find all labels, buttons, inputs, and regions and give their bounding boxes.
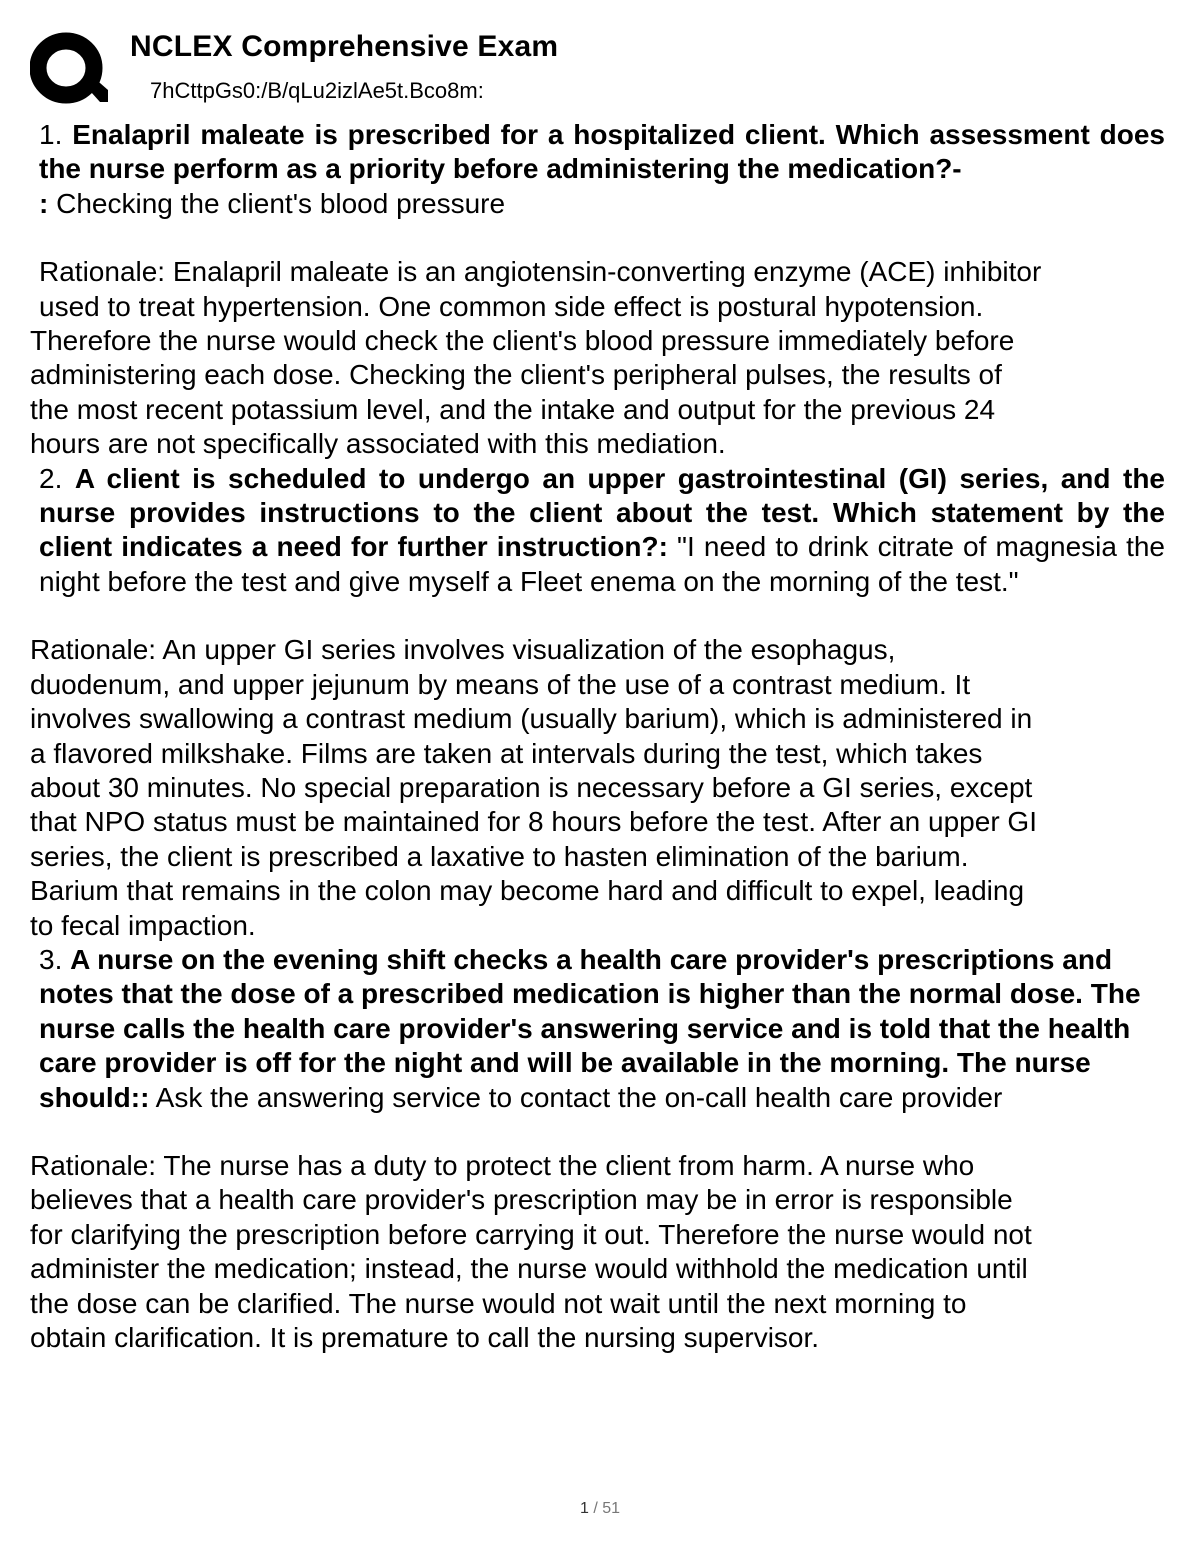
rationale-2 [30, 633, 1165, 943]
rationale-line: Rationale: The nurse has a duty to protect the client from harm. A nurse who [30, 1149, 975, 1181]
rationale-line: Therefore the nurse would check the client's blood pressure immediately before [30, 325, 1015, 357]
rationale-3 [30, 1149, 1165, 1355]
rationale-line: Barium that remains in the colon may become hard and difficult to expel, leading [30, 875, 1025, 907]
answer-text: Ask the answering service to contact the on-call health care provider [155, 1081, 1003, 1113]
answer-text: Checking the client's blood pressure [56, 187, 506, 219]
question-number: 1. [39, 119, 63, 150]
question-number: 3. [39, 943, 63, 975]
rationale-line: that NPO status must be maintained for 8 hours before the test. After an upper GI [30, 806, 1037, 838]
page-current: 1 [579, 1500, 589, 1517]
rationale-line: Rationale: Enalapril maleate is an angiotensin-converting enzyme (ACE) inhibitor [39, 256, 1042, 288]
rationale-line: for clarifying the prescription before carrying it out. Therefore the nurse would not [30, 1218, 1032, 1250]
rationale-line: to fecal impaction. [30, 909, 256, 941]
page-separator: / [593, 1500, 598, 1517]
rationale-line: administering each dose. Checking the client's peripheral pulses, the results of [30, 359, 1002, 391]
rationale-line: hours are not specifically associated with this mediation. [30, 428, 726, 460]
document-title: NCLEX Comprehensive Exam [130, 30, 559, 63]
rationale-line: involves swallowing a contrast medium (usually barium), which is administered in [30, 703, 1033, 735]
question-text: Enalapril maleate is prescribed for a hospitalized client. Which assessment does the nurse perform as a priority before administering the medication?- [39, 119, 1166, 185]
rationale-line: used to treat hypertension. One common side effect is postural hypotension. [39, 290, 984, 322]
question-2 [39, 462, 1165, 600]
rationale-line: obtain clarification. It is premature to call the nursing supervisor. [30, 1322, 820, 1353]
rationale-line: Rationale: An upper GI series involves visualization of the esophagus, [30, 634, 896, 666]
rationale-1 [30, 255, 1165, 461]
rationale-line: about 30 minutes. No special preparation is necessary before a GI series, except [30, 771, 1033, 803]
question-text: A client is scheduled to undergo an upper gastrointestinal (GI) series, and the nurse provides instructions to the client about the test. Which statement by the client indicates a need for further instruction?: [39, 462, 1165, 563]
page-indicator [0, 1500, 1200, 1518]
page-total: 51 [602, 1500, 621, 1517]
rationale-line: believes that a health care provider's prescription may be in error is responsible [30, 1184, 1013, 1216]
quizlet-logo-icon [30, 32, 110, 107]
question-number: 2. [39, 462, 63, 494]
question-1 [39, 118, 1165, 187]
rationale-line: the dose can be clarified. The nurse would not wait until the next morning to [30, 1287, 967, 1319]
rationale-line: administer the medication; instead, the nurse would withhold the medication until [30, 1253, 1028, 1285]
answer-prefix: : [39, 187, 49, 219]
question-3 [39, 943, 1165, 1115]
rationale-line: a flavored milkshake. Films are taken at intervals during the test, which takes [30, 737, 983, 769]
answer-1 [39, 187, 1165, 221]
answer-text: "I need to drink citrate of magnesia the night before the test and give myself a Fleet enema on the morning of the test." [39, 531, 1165, 597]
rationale-line: the most recent potassium level, and the intake and output for the previous 24 [30, 393, 996, 425]
rationale-line: duodenum, and upper jejunum by means of the use of a contrast medium. It [30, 668, 971, 700]
rationale-line: series, the client is prescribed a laxative to hasten elimination of the barium. [30, 840, 969, 872]
document-body [30, 118, 1165, 1355]
question-text: A nurse on the evening shift checks a health care provider's prescriptions and notes that the dose of a prescribed medication is higher than the normal dose. The nurse calls the health care provider's answering service and is told that the health care provider is off for the night and will be available in the morning. The nurse should:: [39, 943, 1141, 1113]
document-code: 7hCttpGs0:/B/qLu2izlAe5t.Bco8m: [150, 78, 484, 103]
